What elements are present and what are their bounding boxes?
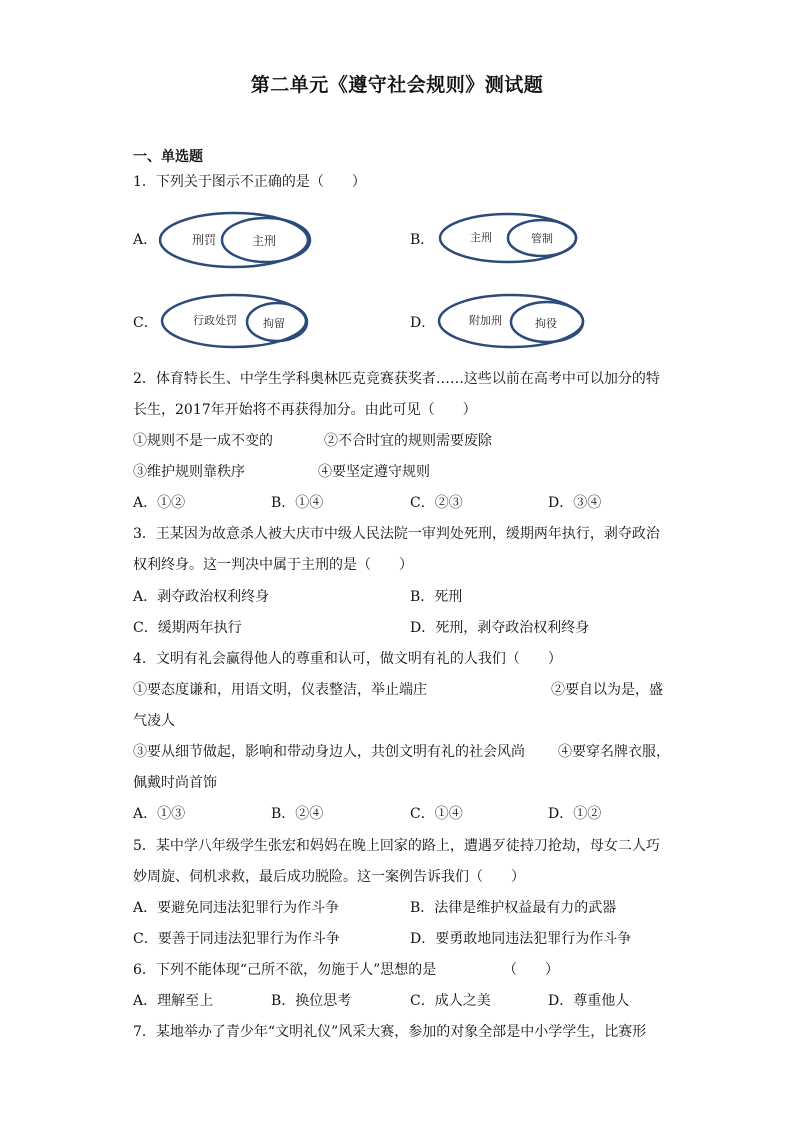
q1-option-a-letter: A． xyxy=(133,232,158,248)
q4-option-a[interactable]: A．①③ xyxy=(133,806,186,822)
q6-option-d[interactable]: D．尊重他人 xyxy=(548,993,630,1009)
q2-line-2: 长生，2017年开始将不再获得加分。由此可见（ ） xyxy=(133,402,477,418)
q5-option-b[interactable]: B．法律是维护权益最有力的武器 xyxy=(410,900,617,916)
q2-statement-2: ②不合时宜的规则需要废除 xyxy=(324,433,492,449)
q1-option-b-letter: B． xyxy=(410,232,435,248)
q1-stem: 1．下列关于图示不正确的是（ ） xyxy=(133,174,366,190)
q3-option-d[interactable]: D．死刑，剥夺政治权利终身 xyxy=(410,620,590,636)
q4-statement-2: ②要自以为是，盛 xyxy=(551,682,663,698)
q2-option-c[interactable]: C．②③ xyxy=(410,495,463,511)
q1-option-c-diagram[interactable] xyxy=(160,292,310,354)
q4-statement-4-cont: 佩戴时尚首饰 xyxy=(133,775,217,791)
q6-answer-paren: （ ） xyxy=(503,962,559,978)
q5-option-a[interactable]: A．要避免同违法犯罪行为作斗争 xyxy=(133,900,340,916)
q3-line-2: 权利终身。这一判决中属于主刑的是（ ） xyxy=(133,557,413,573)
q2-option-b[interactable]: B．①④ xyxy=(271,495,324,511)
outer-label: 刑罚 xyxy=(192,233,217,247)
outer-label: 行政处罚 xyxy=(193,314,237,327)
q4-option-d[interactable]: D．①② xyxy=(548,806,602,822)
q1-option-d-letter: D． xyxy=(410,315,436,331)
q3-line-1: 3．王某因为故意杀人被大庆市中级人民法院一审判处死刑，缓期两年执行，剥夺政治 xyxy=(133,526,660,542)
q1-option-d-diagram[interactable] xyxy=(437,292,587,354)
q4-statement-4: ④要穿名牌衣服， xyxy=(558,744,670,760)
outer-label: 附加刑 xyxy=(469,314,502,327)
q2-option-a[interactable]: A．①② xyxy=(133,495,186,511)
q4-statement-3: ③要从细节做起，影响和带动身边人，共创文明有礼的社会风尚 xyxy=(133,744,525,760)
q4-stem: 4．文明有礼会赢得他人的尊重和认可，做文明有礼的人我们（ ） xyxy=(133,651,562,667)
q2-statement-4: ④要坚定遵守规则 xyxy=(318,464,430,480)
q4-option-b[interactable]: B．②④ xyxy=(271,806,324,822)
inner-label: 拘留 xyxy=(263,317,285,330)
q2-line-1: 2．体育特长生、中学生学科奥林匹克竞赛获奖者……这些以前在高考中可以加分的特 xyxy=(133,371,660,387)
q5-option-d[interactable]: D．要勇敢地同违法犯罪行为作斗争 xyxy=(410,931,632,947)
q2-option-d[interactable]: D．③④ xyxy=(548,495,602,511)
q3-option-a[interactable]: A．剥夺政治权利终身 xyxy=(133,589,270,605)
q4-option-c[interactable]: C．①④ xyxy=(410,806,463,822)
q6-stem: 6．下列不能体现“己所不欲，勿施于人”思想的是 xyxy=(133,962,437,978)
inner-label: 管制 xyxy=(531,232,553,245)
q5-option-c[interactable]: C．要善于同违法犯罪行为作斗争 xyxy=(133,931,340,947)
section-heading: 一、单选题 xyxy=(133,149,203,165)
inner-label: 拘役 xyxy=(535,317,557,330)
q7-line-1: 7．某地举办了青少年“文明礼仪”风采大赛，参加的对象全部是中小学学生，比赛形 xyxy=(133,1024,647,1040)
q4-statement-2-cont: 气凌人 xyxy=(133,713,175,729)
q2-statement-1: ①规则不是一成不变的 xyxy=(133,433,273,449)
q6-option-a[interactable]: A．理解至上 xyxy=(133,993,214,1009)
q3-option-b[interactable]: B．死刑 xyxy=(410,589,463,605)
q1-option-c-letter: C． xyxy=(133,315,158,331)
outer-label: 主刑 xyxy=(470,231,492,244)
q2-statement-3: ③维护规则靠秩序 xyxy=(133,464,245,480)
q1-option-a-diagram[interactable] xyxy=(158,210,318,274)
page-title: 第二单元《遵守社会规则》测试题 xyxy=(250,74,544,96)
q5-line-1: 5．某中学八年级学生张宏和妈妈在晚上回家的路上，遭遇歹徒持刀抢劫，母女二人巧 xyxy=(133,838,660,854)
q6-option-b[interactable]: B．换位思考 xyxy=(271,993,352,1009)
q1-option-b-diagram[interactable] xyxy=(438,211,583,271)
q5-line-2: 妙周旋、伺机求救，最后成功脱险。这一案例告诉我们（ ） xyxy=(133,869,525,885)
q3-option-c[interactable]: C．缓期两年执行 xyxy=(133,620,242,636)
inner-label: 主刑 xyxy=(252,234,277,248)
q6-option-c[interactable]: C．成人之美 xyxy=(410,993,491,1009)
q4-statement-1: ①要态度谦和，用语文明，仪表整洁，举止端庄 xyxy=(133,682,427,698)
